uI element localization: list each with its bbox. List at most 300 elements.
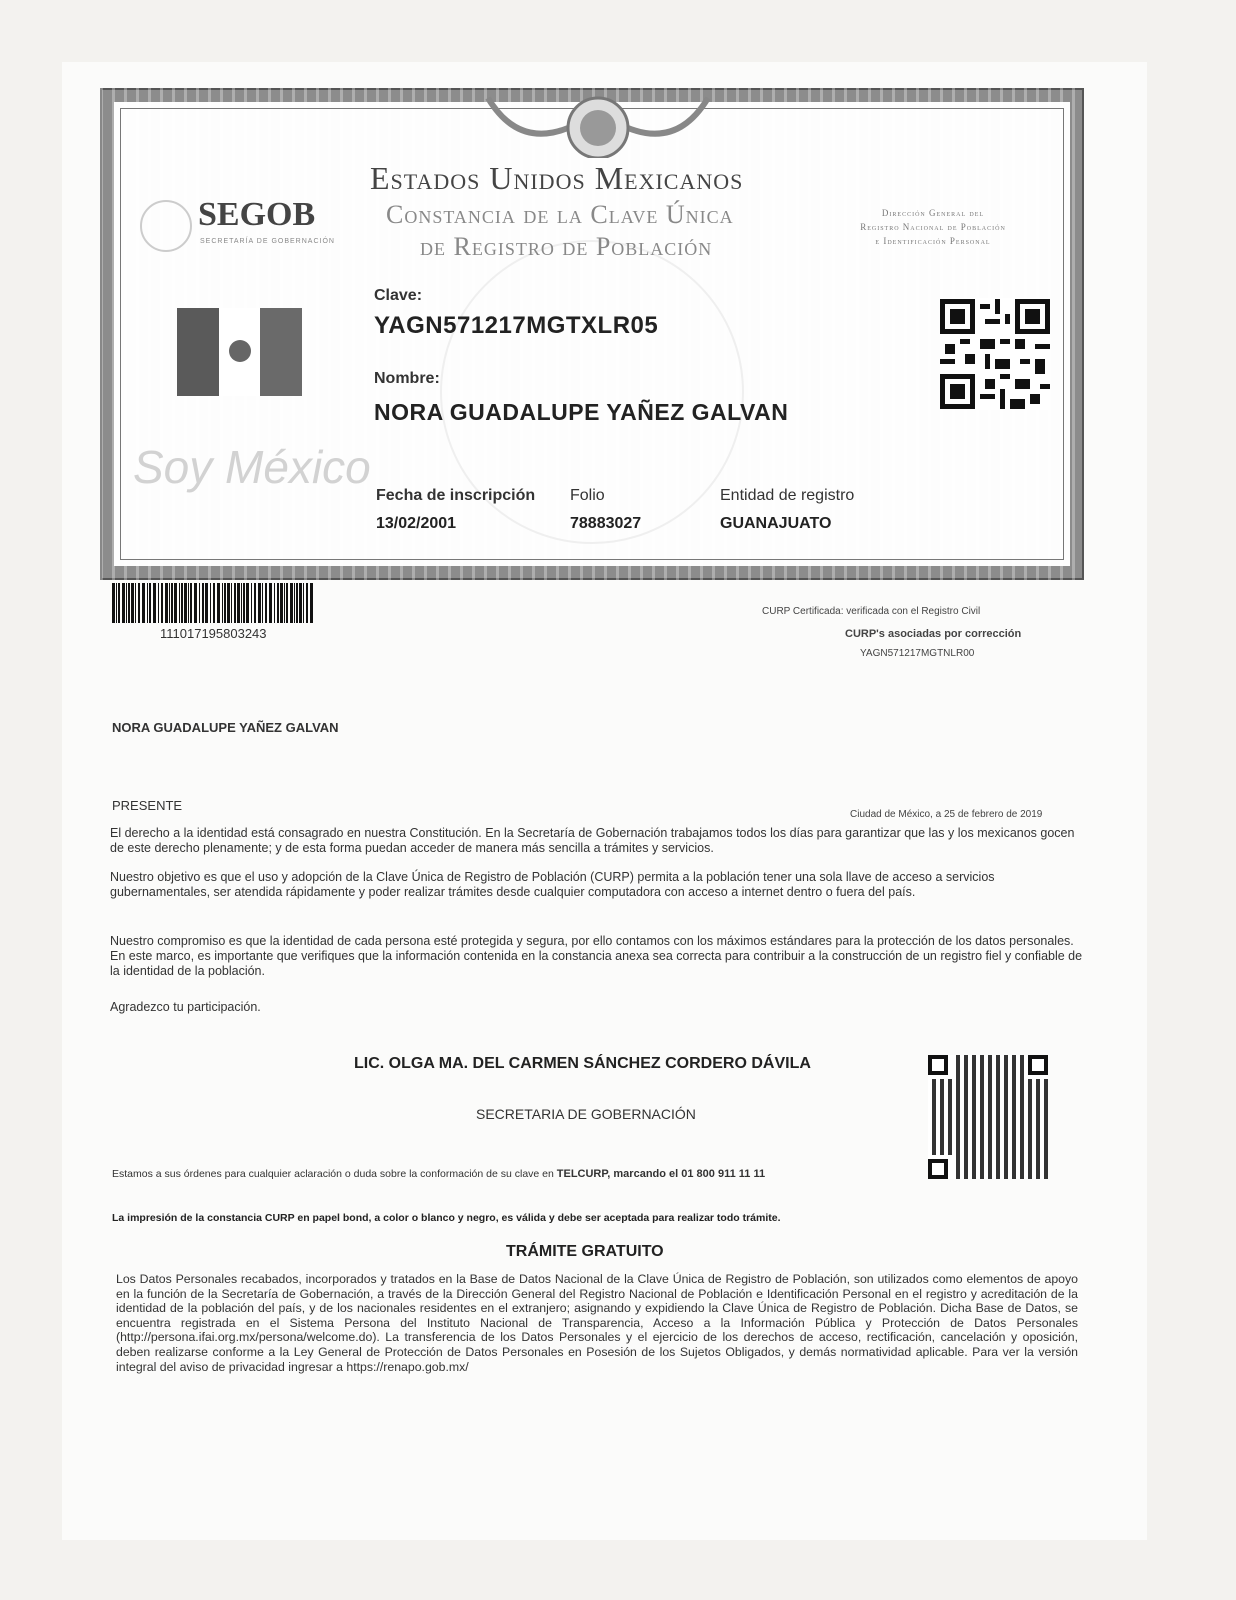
- qr-module: [980, 1063, 984, 1067]
- qr-module: [996, 1119, 1000, 1123]
- qr-module: [948, 1119, 952, 1123]
- qr-module: [1012, 1063, 1016, 1067]
- barcode-bar: [174, 583, 177, 623]
- qr-module: [980, 1083, 984, 1087]
- qr-module: [932, 1119, 936, 1123]
- barcode-bar: [251, 583, 252, 623]
- qr-module: [1028, 1151, 1032, 1155]
- qr-module: [956, 1155, 960, 1159]
- qr-module: [1004, 1151, 1008, 1155]
- qr-module: [972, 1131, 976, 1135]
- qr-module: [964, 1127, 968, 1131]
- qr-module: [1012, 1091, 1016, 1095]
- qr-module: [972, 1159, 976, 1163]
- qr-module: [956, 1075, 960, 1079]
- qr-module: [996, 1083, 1000, 1087]
- qr-module: [1004, 1063, 1008, 1067]
- fecha-label: Fecha de inscripción: [376, 487, 536, 504]
- barcode-bar: [280, 583, 283, 623]
- qr-module: [988, 1107, 992, 1111]
- qr-module: [1036, 1171, 1040, 1175]
- qr-module: [1044, 1171, 1048, 1175]
- qr-module: [980, 1147, 984, 1151]
- qr-module: [988, 1147, 992, 1151]
- qr-module: [972, 1151, 976, 1155]
- document-title-line2: de Registro de Población: [420, 232, 713, 261]
- qr-module: [980, 1059, 984, 1063]
- contact-text: Estamos a sus órdenes para cualquier aclaración o duda sobre la conformación de su clave en: [112, 1168, 554, 1180]
- qr-module: [964, 1087, 968, 1091]
- qr-module: [996, 1175, 1000, 1179]
- qr-module: [1028, 1079, 1032, 1083]
- barcode-bar: [169, 583, 170, 623]
- qr-module: [1028, 1107, 1032, 1111]
- qr-module: [1004, 1067, 1008, 1071]
- qr-module: [964, 1107, 968, 1111]
- qr-module: [972, 1111, 976, 1115]
- barcode-bar: [310, 583, 313, 623]
- qr-module: [1028, 1095, 1032, 1099]
- qr-module: [1044, 1103, 1048, 1107]
- qr-module: [964, 1167, 968, 1171]
- qr-module: [1044, 1127, 1048, 1131]
- qr-module: [1020, 1115, 1024, 1119]
- qr-module: [972, 1071, 976, 1075]
- qr-module: [1004, 1075, 1008, 1079]
- barcode-bar: [303, 583, 304, 623]
- qr-module: [1044, 1175, 1048, 1179]
- qr-module: [1036, 1095, 1040, 1099]
- qr-module: [932, 1111, 936, 1115]
- qr-module: [1012, 1159, 1016, 1163]
- qr-module: [1028, 1139, 1032, 1143]
- qr-module: [996, 1063, 1000, 1067]
- qr-module: [1036, 1103, 1040, 1107]
- qr-module: [1028, 1123, 1032, 1127]
- nombre-value: NORA GUADALUPE YAÑEZ GALVAN: [374, 399, 789, 425]
- barcode-bar: [135, 583, 136, 623]
- qr-module: [932, 1095, 936, 1099]
- qr-module: [948, 1139, 952, 1143]
- qr-module: [972, 1083, 976, 1087]
- qr-module: [996, 1115, 1000, 1119]
- qr-module: [948, 1123, 952, 1127]
- qr-module: [1044, 1159, 1048, 1163]
- qr-module: [1044, 1095, 1048, 1099]
- qr-module: [980, 1127, 984, 1131]
- barcode-bar: [179, 583, 180, 623]
- qr-module: [1036, 1111, 1040, 1115]
- qr-module: [964, 1131, 968, 1135]
- qr-module: [1044, 1123, 1048, 1127]
- qr-module: [1036, 1131, 1040, 1135]
- qr-module: [972, 1079, 976, 1083]
- qr-module: [940, 1151, 944, 1155]
- qr-module: [1004, 1171, 1008, 1175]
- qr-module: [1020, 1135, 1024, 1139]
- qr-module: [1012, 1103, 1016, 1107]
- qr-module: [996, 1135, 1000, 1139]
- qr-module: [996, 1147, 1000, 1151]
- qr-module: [988, 1067, 992, 1071]
- qr-module: [956, 1107, 960, 1111]
- qr-module: [972, 1115, 976, 1119]
- qr-module: [964, 1135, 968, 1139]
- qr-module: [972, 1147, 976, 1151]
- qr-module: [1028, 1167, 1032, 1171]
- qr-module: [1036, 1123, 1040, 1127]
- qr-module: [988, 1075, 992, 1079]
- curp-asociadas-label: CURP's asociadas por corrección: [845, 628, 1022, 640]
- qr-module: [996, 1171, 1000, 1175]
- qr-module: [1012, 1111, 1016, 1115]
- folio-label: Folio: [570, 487, 605, 504]
- qr-module: [1028, 1171, 1032, 1175]
- qr-module: [1012, 1079, 1016, 1083]
- curp-certificada-text: CURP Certificada: verificada con el Registro Civil: [762, 606, 981, 617]
- qr-module: [980, 1151, 984, 1155]
- qr-module: [1020, 1055, 1024, 1059]
- qr-module: [956, 1167, 960, 1171]
- qr-module: [1012, 1075, 1016, 1079]
- qr-module: [1012, 1175, 1016, 1179]
- qr-module: [980, 1159, 984, 1163]
- clave-label: Clave:: [374, 287, 423, 304]
- qr-module: [1028, 1103, 1032, 1107]
- qr-module: [956, 1087, 960, 1091]
- qr-module: [956, 1159, 960, 1163]
- qr-module: [1012, 1171, 1016, 1175]
- qr-module: [1004, 1103, 1008, 1107]
- barcode-bar: [199, 583, 200, 623]
- qr-module: [980, 1171, 984, 1175]
- barcode-bar: [294, 583, 295, 623]
- qr-module: [1028, 1143, 1032, 1147]
- barcode-bar: [122, 583, 125, 623]
- qr-module: [996, 1107, 1000, 1111]
- qr-module: [1028, 1111, 1032, 1115]
- qr-module: [1036, 1143, 1040, 1147]
- qr-module: [996, 1087, 1000, 1091]
- qr-module: [964, 1099, 968, 1103]
- qr-module: [964, 1059, 968, 1063]
- barcode-bar: [246, 583, 249, 623]
- qr-module: [956, 1059, 960, 1063]
- barcode-bar: [231, 583, 232, 623]
- barcode-bar: [306, 583, 308, 623]
- qr-module: [1004, 1143, 1008, 1147]
- signer-title: SECRETARIA DE GOBERNACIÓN: [476, 1106, 696, 1122]
- qr-module: [1036, 1175, 1040, 1179]
- qr-module: [964, 1155, 968, 1159]
- qr-module: [1036, 1167, 1040, 1171]
- qr-module: [1012, 1127, 1016, 1131]
- qr-module: [980, 1087, 984, 1091]
- qr-module: [940, 1139, 944, 1143]
- impresion-notice: La impresión de la constancia CURP en papel bond, a color o blanco y negro, es válida y debe ser aceptada para realizar todo trámite.: [112, 1212, 781, 1224]
- qr-module: [980, 1119, 984, 1123]
- qr-module: [1004, 1079, 1008, 1083]
- qr-module: [1044, 1155, 1048, 1159]
- barcode-bar: [237, 583, 240, 623]
- qr-module: [988, 1119, 992, 1123]
- telcurp-text: TELCURP, marcando el 01 800 911 11 11: [556, 1168, 766, 1180]
- qr-module: [940, 1127, 944, 1131]
- qr-module: [956, 1163, 960, 1167]
- barcode-bar: [118, 583, 120, 623]
- qr-module: [1004, 1119, 1008, 1123]
- qr-module: [988, 1123, 992, 1127]
- qr-module: [980, 1143, 984, 1147]
- barcode-bar: [147, 583, 148, 623]
- qr-module: [1020, 1099, 1024, 1103]
- qr-module: [1012, 1163, 1016, 1167]
- qr-module: [932, 1151, 936, 1155]
- qr-module: [1036, 1079, 1040, 1083]
- qr-module: [940, 1091, 944, 1095]
- qr-module: [932, 1079, 936, 1083]
- qr-module: [956, 1103, 960, 1107]
- qr-module: [932, 1147, 936, 1151]
- qr-module: [940, 1087, 944, 1091]
- qr-module: [1044, 1163, 1048, 1167]
- qr-module: [1036, 1127, 1040, 1131]
- qr-module: [1044, 1083, 1048, 1087]
- qr-module: [964, 1055, 968, 1059]
- barcode-bar: [241, 583, 242, 623]
- qr-module: [932, 1127, 936, 1131]
- qr-module: [1004, 1099, 1008, 1103]
- qr-module: [964, 1075, 968, 1079]
- qr-module: [1004, 1123, 1008, 1127]
- qr-module: [996, 1123, 1000, 1127]
- qr-module: [1004, 1071, 1008, 1075]
- paragraph-1: El derecho a la identidad está consagrado en nuestra Constitución. En la Secretaría de Gobernación trabajamos todos los días para garantizar que las y los mexicanos gocen de este derecho plenamente; y de esta forma puedan acceder de manera más sencilla a trámites y servicios.: [110, 826, 1075, 855]
- qr-module: [1012, 1095, 1016, 1099]
- qr-module: [1044, 1119, 1048, 1123]
- qr-module: [1036, 1147, 1040, 1151]
- qr-module: [980, 1131, 984, 1135]
- qr-module: [1020, 1163, 1024, 1167]
- qr-module: [1004, 1107, 1008, 1111]
- barcode-bar: [217, 583, 220, 623]
- paragraph-3: Nuestro compromiso es que la identidad de cada persona esté protegida y segura, por ello contamos con los máximos estándares para la protección de los datos personales. En este marco, es importante que verifiques que la información contenida en la constancia anexa sea correcta para contribuir a la construcción de un registro fiel y confiable de la identidad de la población.: [110, 934, 1083, 978]
- barcode-bar: [153, 583, 156, 623]
- qr-module: [980, 1079, 984, 1083]
- qr-module: [996, 1091, 1000, 1095]
- barcode-bar: [116, 583, 117, 623]
- qr-module: [956, 1151, 960, 1155]
- qr-module: [980, 1095, 984, 1099]
- barcode-bar: [254, 583, 256, 623]
- qr-module: [988, 1139, 992, 1143]
- qr-module: [1020, 1087, 1024, 1091]
- qr-module: [964, 1123, 968, 1127]
- qr-module: [972, 1103, 976, 1107]
- qr-module: [1020, 1147, 1024, 1151]
- qr-module: [1044, 1131, 1048, 1135]
- qr-module: [972, 1095, 976, 1099]
- qr-module: [988, 1059, 992, 1063]
- qr-module: [1004, 1115, 1008, 1119]
- barcode-bar: [165, 583, 168, 623]
- qr-module: [1020, 1103, 1024, 1107]
- qr-module: [1012, 1059, 1016, 1063]
- barcode-bar: [262, 583, 263, 623]
- qr-module: [948, 1135, 952, 1139]
- qr-module: [964, 1067, 968, 1071]
- qr-module: [1020, 1175, 1024, 1179]
- qr-module: [932, 1143, 936, 1147]
- qr-module: [1004, 1155, 1008, 1159]
- barcode-icon: [112, 583, 317, 623]
- barcode-bar: [112, 583, 115, 623]
- qr-module: [988, 1103, 992, 1107]
- qr-module: [996, 1103, 1000, 1107]
- qr-module: [980, 1091, 984, 1095]
- qr-module: [1044, 1151, 1048, 1155]
- qr-module: [1020, 1155, 1024, 1159]
- qr-module: [956, 1111, 960, 1115]
- qr-module: [956, 1079, 960, 1083]
- qr-module: [932, 1107, 936, 1111]
- qr-module: [956, 1055, 960, 1059]
- barcode-bar: [142, 583, 145, 623]
- qr-module: [980, 1123, 984, 1127]
- qr-module: [932, 1087, 936, 1091]
- barcode-bar: [171, 583, 173, 623]
- barcode-bar: [299, 583, 302, 623]
- qr-module: [996, 1139, 1000, 1143]
- qr-module: [972, 1119, 976, 1123]
- qr-module: [1028, 1083, 1032, 1087]
- qr-module: [980, 1067, 984, 1071]
- qr-module: [972, 1055, 976, 1059]
- qr-module: [1012, 1167, 1016, 1171]
- qr-module: [1020, 1059, 1024, 1063]
- qr-module: [932, 1099, 936, 1103]
- qr-module: [1036, 1099, 1040, 1103]
- qr-module: [1044, 1099, 1048, 1103]
- qr-module: [972, 1135, 976, 1139]
- qr-module: [988, 1143, 992, 1147]
- qr-module: [988, 1167, 992, 1171]
- qr-module: [996, 1151, 1000, 1155]
- qr-module: [964, 1175, 968, 1179]
- qr-module: [1028, 1135, 1032, 1139]
- qr-module: [1028, 1163, 1032, 1167]
- entidad-value: GUANAJUATO: [720, 515, 832, 532]
- qr-module: [1028, 1155, 1032, 1159]
- qr-module: [1012, 1071, 1016, 1075]
- qr-module: [964, 1151, 968, 1155]
- barcode-bar: [202, 583, 204, 623]
- signer-name: LIC. OLGA MA. DEL CARMEN SÁNCHEZ CORDERO DÁVILA: [354, 1055, 811, 1072]
- qr-module: [948, 1091, 952, 1095]
- paragraph-2: Nuestro objetivo es que el uso y adopción de la Clave Única de Registro de Población (CURP) permita a la población tener una sola llave de acceso a servicios gubernamentales, ser atendida rápidamente y poder realizar trámites desde cualquier computadora con acceso a internet dentro o fuera del país.: [110, 870, 995, 899]
- qr-module: [996, 1099, 1000, 1103]
- qr-module: [1020, 1151, 1024, 1155]
- qr-module: [932, 1135, 936, 1139]
- qr-module: [980, 1099, 984, 1103]
- qr-module: [948, 1131, 952, 1135]
- barcode-bar: [149, 583, 151, 623]
- qr-module: [1020, 1119, 1024, 1123]
- qr-module: [948, 1143, 952, 1147]
- qr-module: [988, 1159, 992, 1163]
- presente-text: PRESENTE: [112, 798, 183, 813]
- qr-module: [1028, 1091, 1032, 1095]
- qr-module: [964, 1147, 968, 1151]
- qr-module: [956, 1127, 960, 1131]
- qr-module: [1044, 1139, 1048, 1143]
- qr-module: [1020, 1063, 1024, 1067]
- qr-module: [940, 1099, 944, 1103]
- qr-module: [1036, 1139, 1040, 1143]
- qr-module: [1004, 1127, 1008, 1131]
- barcode-bar: [296, 583, 298, 623]
- segob-logo: SEGOB: [198, 196, 316, 233]
- qr-module: [996, 1071, 1000, 1075]
- qr-module: [940, 1147, 944, 1151]
- qr-module: [1012, 1131, 1016, 1135]
- qr-module: [1004, 1087, 1008, 1091]
- qr-module: [940, 1107, 944, 1111]
- qr-module: [956, 1099, 960, 1103]
- qr-module: [956, 1147, 960, 1151]
- qr-module: [1012, 1143, 1016, 1147]
- qr-module: [940, 1095, 944, 1099]
- qr-module: [948, 1095, 952, 1099]
- qr-module: [1020, 1079, 1024, 1083]
- qr-module: [1036, 1115, 1040, 1119]
- qr-module: [948, 1083, 952, 1087]
- qr-module: [988, 1099, 992, 1103]
- qr-module: [1012, 1151, 1016, 1155]
- qr-module: [956, 1123, 960, 1127]
- qr-module: [956, 1063, 960, 1067]
- qr-module: [932, 1115, 936, 1119]
- barcode-bar: [227, 583, 230, 623]
- qr-module: [964, 1103, 968, 1107]
- qr-module: [1044, 1091, 1048, 1095]
- qr-module: [956, 1175, 960, 1179]
- qr-module: [948, 1147, 952, 1151]
- soy-mexico-watermark: Soy México: [133, 441, 371, 493]
- qr-module: [1044, 1167, 1048, 1171]
- qr-module: [988, 1091, 992, 1095]
- qr-module: [948, 1115, 952, 1119]
- qr-module: [988, 1087, 992, 1091]
- qr-module: [932, 1131, 936, 1135]
- qr-module: [1004, 1131, 1008, 1135]
- qr-module: [988, 1175, 992, 1179]
- barcode-bar: [224, 583, 226, 623]
- qr-module: [940, 1119, 944, 1123]
- qr-module: [1044, 1115, 1048, 1119]
- barcode-bar: [128, 583, 130, 623]
- qr-module: [996, 1131, 1000, 1135]
- qr-module: [988, 1095, 992, 1099]
- qr-module: [996, 1075, 1000, 1079]
- qr-module: [940, 1143, 944, 1147]
- barcode-bar: [284, 583, 285, 623]
- barcode-number: 111017195803243: [160, 626, 267, 641]
- qr-module: [1028, 1127, 1032, 1131]
- qr-module: [1028, 1131, 1032, 1135]
- qr-module: [1020, 1159, 1024, 1163]
- qr-module: [948, 1127, 952, 1131]
